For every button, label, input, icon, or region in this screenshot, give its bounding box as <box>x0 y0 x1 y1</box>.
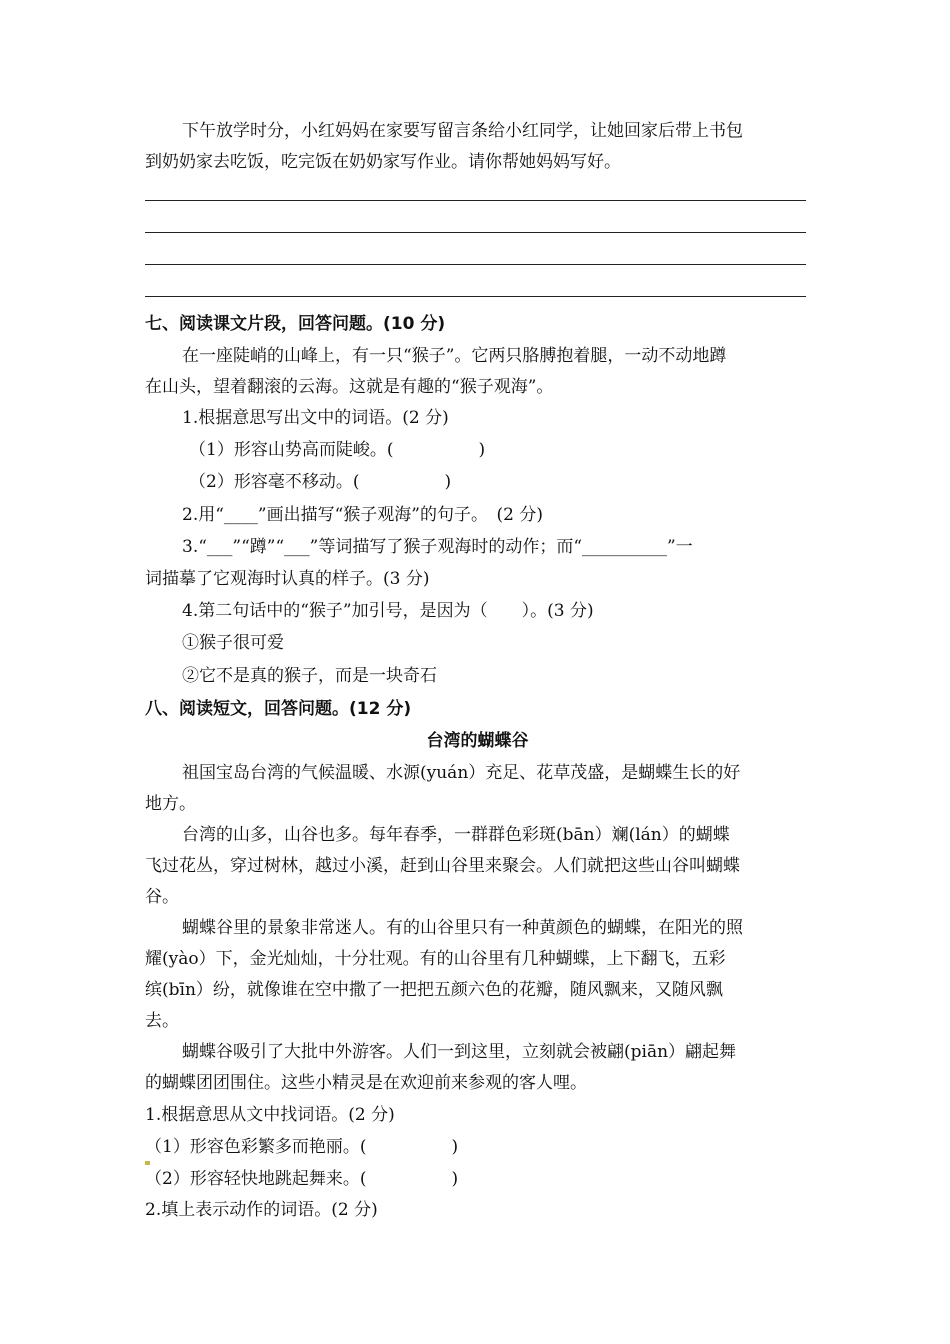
section7-q4-option1: ①猴子很可爱 <box>182 633 284 653</box>
answer-line-4 <box>145 296 806 297</box>
section7-q3-line1: 3.“___”“蹲”“___”等词描写了猴子观海时的动作；而“__________”一 <box>182 537 693 557</box>
answer-line-3 <box>145 264 806 265</box>
section8-p4-line2: 的蝴蝶团团围住。这些小精灵是在欢迎前来参观的客人哩。 <box>145 1073 587 1093</box>
section6-prompt-line1: 下午放学时分，小红妈妈在家要写留言条给小红同学，让她回家后带上书包 <box>182 121 743 141</box>
section8-heading: 八、阅读短文，回答问题。(12 分) <box>145 699 412 719</box>
section7-q2: 2.用“____”画出描写“猴子观海”的句子。 (2 分) <box>182 505 543 525</box>
section8-q2: 2.填上表示动作的词语。(2 分) <box>145 1200 378 1220</box>
section8-p3-line2: 耀(yào）下，金光灿灿，十分壮观。有的山谷里有几种蝴蝶，上下翻飞，五彩 <box>145 949 726 969</box>
section8-p3-line1: 蝴蝶谷里的景象非常迷人。有的山谷里只有一种黄颜色的蝴蝶，在阳光的照 <box>182 918 743 938</box>
passage-title: 台湾的蝴蝶谷 <box>426 731 529 751</box>
section7-q4-option2: ②它不是真的猴子，而是一块奇石 <box>182 666 437 686</box>
section8-p1-line1: 祖国宝岛台湾的气候温暖、水源(yuán）充足、花草茂盛，是蝴蝶生长的好 <box>182 763 741 783</box>
section7-passage-line1: 在一座陡峭的山峰上，有一只“猴子”。它两只胳膊抱着腿，一动不动地蹲 <box>182 346 727 366</box>
section8-q1-a: （1）形容色彩繁多而艳丽。( ) <box>145 1137 459 1157</box>
section7-q1: 1.根据意思写出文中的词语。(2 分) <box>182 408 449 428</box>
answer-line-2 <box>145 232 806 233</box>
section8-q1-b: （2）形容轻快地跳起舞来。( ) <box>145 1169 459 1189</box>
section8-p4-line1: 蝴蝶谷吸引了大批中外游客。人们一到这里，立刻就会被翩(piān）翩起舞 <box>182 1042 737 1062</box>
section7-q4: 4.第二句话中的“猴子”加引号，是因为（ ）。(3 分) <box>182 601 594 621</box>
section7-heading: 七、阅读课文片段，回答问题。(10 分) <box>145 314 446 334</box>
section6-prompt-line2: 到奶奶家去吃饭，吃完饭在奶奶家写作业。请你帮她妈妈写好。 <box>145 152 621 172</box>
answer-line-1 <box>145 200 806 201</box>
section7-q3-line2: 词描摹了它观海时认真的样子。(3 分) <box>145 569 430 589</box>
highlight-mark <box>145 1161 150 1165</box>
section7-q1-a: （1）形容山势高而陡峻。( ) <box>189 440 486 460</box>
section7-passage-line2: 在山头，望着翻滚的云海。这就是有趣的“猴子观海”。 <box>145 377 554 397</box>
section8-p2-line3: 谷。 <box>145 887 179 907</box>
section8-p3-line4: 去。 <box>145 1011 179 1031</box>
section8-p1-line2: 地方。 <box>145 794 196 814</box>
section7-q1-b: （2）形容毫不移动。( ) <box>189 472 452 492</box>
section8-p2-line2: 飞过花丛，穿过树林，越过小溪，赶到山谷里来聚会。人们就把这些山谷叫蝴蝶 <box>145 856 740 876</box>
section8-p3-line3: 缤(bīn）纷，就像谁在空中撒了一把把五颜六色的花瓣，随风飘来，又随风飘 <box>145 980 723 1000</box>
section8-p2-line1: 台湾的山多，山谷也多。每年春季，一群群色彩斑(bān）斓(lán）的蝴蝶 <box>182 825 730 845</box>
section8-q1: 1.根据意思从文中找词语。(2 分) <box>145 1105 395 1125</box>
